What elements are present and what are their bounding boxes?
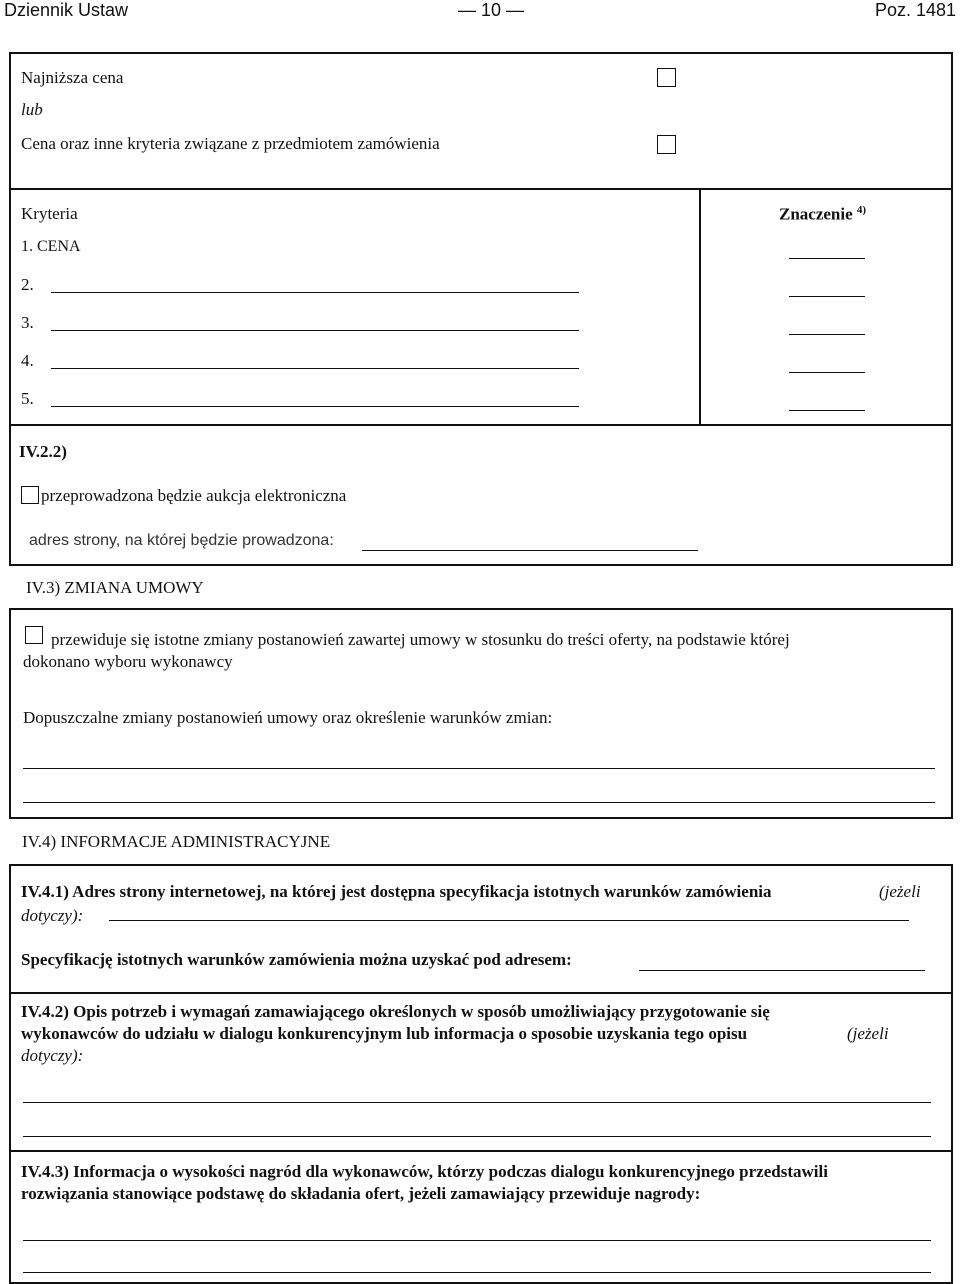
criteria-row-1: 1. CENA	[21, 238, 81, 255]
journal-title: Dziennik Ustaw	[4, 0, 129, 20]
criteria-row-5-line[interactable]	[51, 406, 579, 407]
q3-field-line-2[interactable]	[23, 1272, 931, 1273]
q3-field-line-1[interactable]	[23, 1240, 931, 1241]
q1-address-field[interactable]	[109, 920, 909, 921]
q2-field-line-2[interactable]	[23, 1136, 931, 1137]
q2-field-line-1[interactable]	[23, 1102, 931, 1103]
criteria-row-4: 4.	[21, 351, 34, 370]
criteria-row-2: 2.	[21, 275, 34, 294]
or-label: lub	[21, 100, 43, 119]
allowed-changes-line-1[interactable]	[23, 768, 935, 769]
price-and-criteria-checkbox[interactable]	[657, 135, 676, 154]
criteria-row-3-line[interactable]	[51, 330, 579, 331]
lowest-price-label: Najniższa cena	[21, 68, 124, 87]
q1-bold: IV.4.1) Adres strony internetowej, na której jest dostępna specyfikacja istotnych warunków zamówienia	[21, 882, 772, 901]
admin-box	[9, 864, 953, 1284]
q3-line2: rozwiązania stanowiące podstawę do składania ofert, jeżeli zamawiający przewiduje nagrody:	[21, 1184, 701, 1203]
weight-footnote: 4)	[856, 204, 867, 216]
auction-checkbox[interactable]	[21, 486, 39, 504]
change-label-line1: przewiduje się istotne zmiany postanowień zawartej umowy w stosunku do treści oferty, na podstawie której	[51, 630, 790, 649]
auction-heading: IV.2.2)	[19, 442, 67, 461]
weight-line-2[interactable]	[789, 296, 865, 297]
divider	[11, 188, 951, 190]
q2-line1: IV.4.2) Opis potrzeb i wymagań zamawiającego określonych w sposób umożliwiający przygotowanie się	[21, 1002, 770, 1021]
weight-line-3[interactable]	[789, 334, 865, 335]
allowed-changes-label: Dopuszczalne zmiany postanowień umowy oraz określenie warunków zmian:	[23, 708, 553, 727]
auction-label: przeprowadzona będzie aukcja elektroniczna	[41, 486, 347, 505]
change-label-line2: dokonano wyboru wykonawcy	[23, 652, 233, 671]
criteria-row-4-line[interactable]	[51, 368, 579, 369]
auction-address-label: adres strony, na której będzie prowadzona:	[29, 532, 334, 549]
q2-line3: dotyczy):	[21, 1046, 84, 1065]
page-number: — 10 —	[458, 0, 525, 20]
weight-line-1[interactable]	[789, 258, 865, 259]
criteria-row-3: 3.	[21, 313, 34, 332]
column-divider	[699, 188, 701, 424]
admin-divider-2	[11, 1150, 951, 1152]
page-header	[0, 0, 960, 24]
q2-line2-bold: wykonawców do udziału w dialogu konkurencyjnym lub informacja o sposobie uzyskania tego opisu	[21, 1024, 748, 1043]
position-number: Poz. 1481	[874, 0, 956, 20]
allowed-changes-line-2[interactable]	[23, 802, 935, 803]
change-box	[9, 608, 953, 819]
price-and-criteria-label: Cena oraz inne kryteria związane z przedmiotem zamówienia	[21, 134, 440, 153]
lowest-price-checkbox[interactable]	[657, 68, 676, 87]
q3-line1: IV.4.3) Informacja o wysokości nagród dla wykonawców, którzy podczas dialogu konkurencyjnego przedstawili	[21, 1162, 828, 1181]
q1-line2: dotyczy):	[21, 906, 84, 925]
q1-italic: (jeżeli	[879, 882, 921, 901]
admin-divider-1	[11, 992, 951, 994]
change-heading: IV.3) ZMIANA UMOWY	[26, 578, 204, 597]
auction-address-field[interactable]	[362, 550, 698, 551]
criteria-box	[9, 52, 953, 426]
change-checkbox[interactable]	[25, 626, 43, 644]
weight-line-4[interactable]	[789, 372, 865, 373]
weight-heading: Znaczenie $^{4)}$	[779, 204, 867, 224]
q2-line2-italic: (jeżeli	[847, 1024, 889, 1043]
criteria-row-2-line[interactable]	[51, 292, 579, 293]
criteria-row-5: 5.	[21, 389, 34, 408]
criteria-heading: Kryteria	[21, 204, 78, 223]
auction-box	[9, 424, 953, 566]
weight-line-5[interactable]	[789, 410, 865, 411]
spec-address-field[interactable]	[639, 970, 925, 971]
spec-address-label: Specyfikację istotnych warunków zamówienia można uzyskać pod adresem:	[21, 950, 572, 969]
admin-heading: IV.4) INFORMACJE ADMINISTRACYJNE	[22, 832, 331, 851]
